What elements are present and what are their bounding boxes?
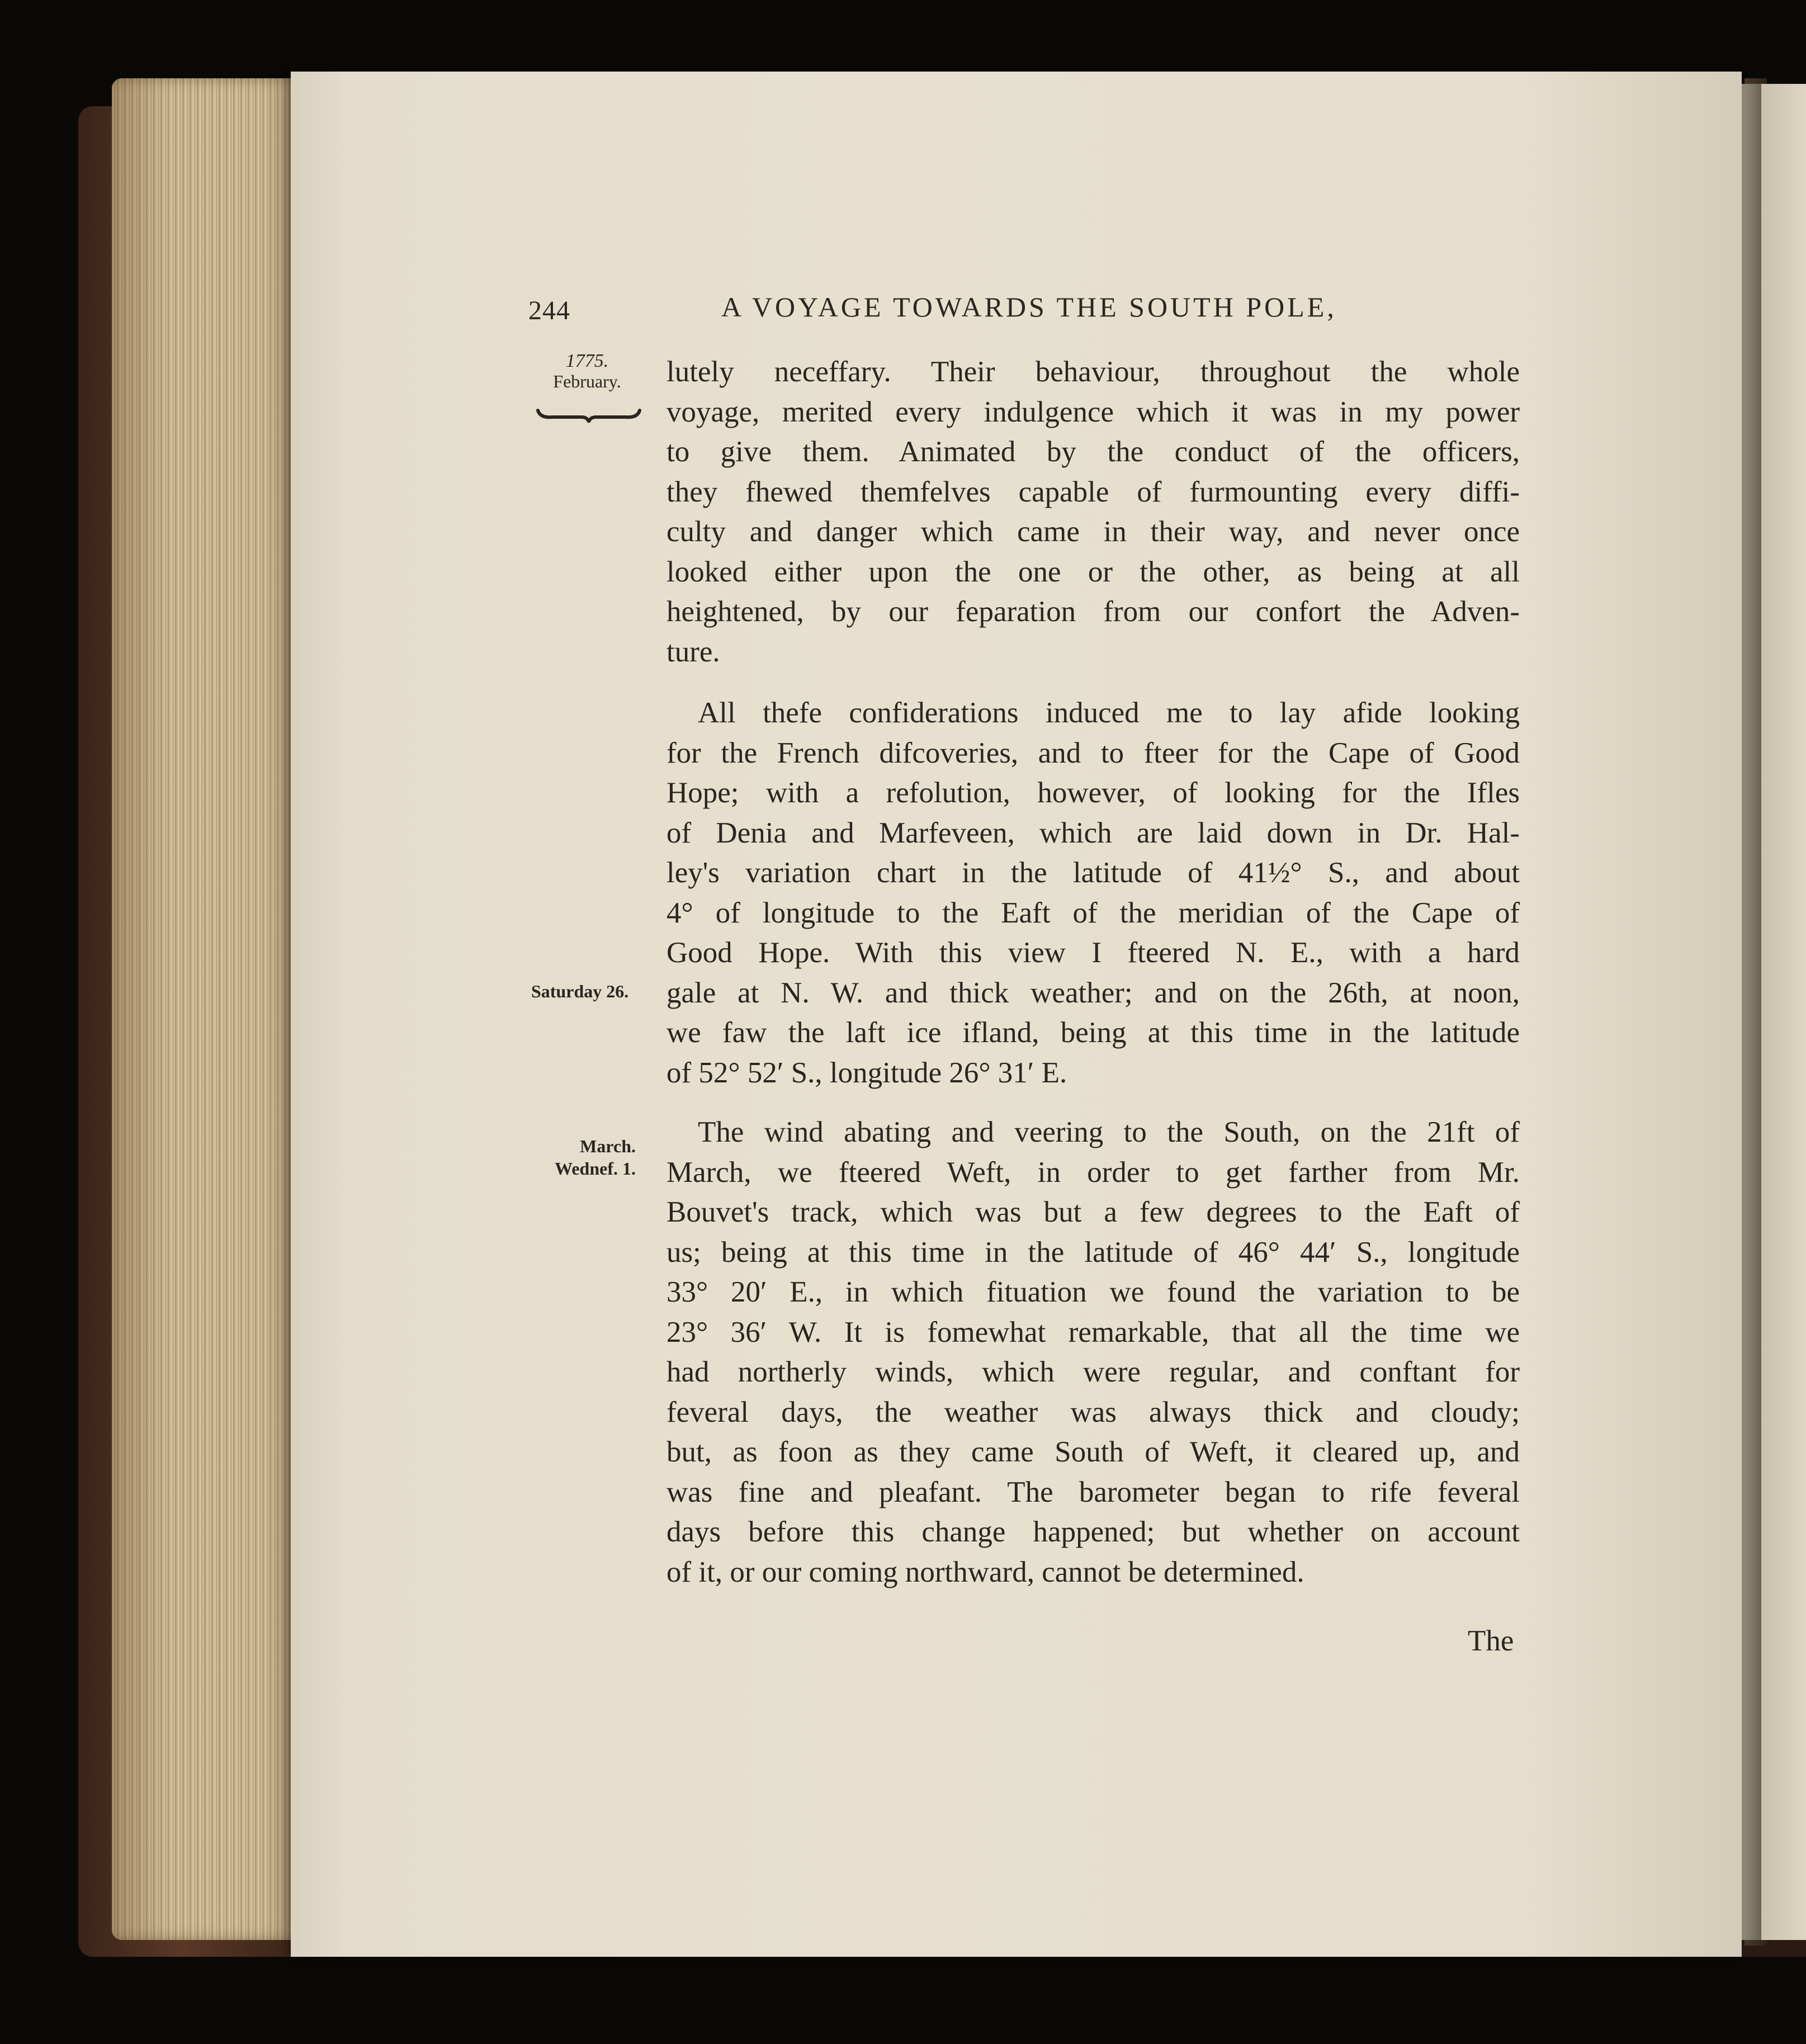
running-head: A VOYAGE TOWARDS THE SOUTH POLE, <box>721 291 1337 323</box>
brace-ornament <box>536 408 642 423</box>
text-line: ture. <box>666 635 720 668</box>
text-line: days before this change happened; but whether on account <box>666 1516 1520 1548</box>
text-line: but, as foon as they came South of Weft, it cleared up, and <box>666 1436 1520 1468</box>
text-line: feveral days, the weather was always thick and cloudy; <box>666 1395 1520 1428</box>
text-line: March, we fteered Weft, in order to get farther from Mr. <box>666 1156 1520 1189</box>
text-line: for the French difcoveries, and to fteer for the Cape of Good <box>666 736 1520 769</box>
text-line: heightened, by our feparation from our confort the Adven- <box>666 595 1520 628</box>
text-line: they fhewed themfelves capable of furmounting every diffi- <box>666 475 1520 508</box>
margin-note-date <box>545 351 629 391</box>
text-line: looked either upon the one or the other, as being at all <box>666 555 1520 588</box>
text-line: All thefe confiderations induced me to lay afide looking <box>698 697 1520 729</box>
margin-note-march <box>532 1135 636 1180</box>
text-line: 33° 20′ E., in which fituation we found the variation to be <box>666 1276 1520 1308</box>
paragraph-1 <box>666 352 1520 672</box>
text-line: of Denia and Marfeveen, which are laid down in Dr. Hal- <box>666 816 1520 849</box>
facing-page-edge <box>1761 84 1806 1940</box>
text-line: was fine and pleafant. The barometer began to rife feveral <box>666 1475 1520 1508</box>
text-line: to give them. Animated by the conduct of the officers, <box>666 436 1520 468</box>
text-line: we faw the laft ice ifland, being at this time in the latitude <box>666 1016 1520 1049</box>
text-line: had northerly winds, which were regular, and conftant for <box>666 1356 1520 1388</box>
text-line: ley's variation chart in the latitude of 41½° S., and about <box>666 857 1520 889</box>
text-line: of 52° 52′ S., longitude 26° 31′ E. <box>666 1056 1067 1089</box>
text-line: 23° 36′ W. It is fomewhat remarkable, that all the time we <box>666 1316 1520 1349</box>
text-line: 4° of longitude to the Eaft of the meridian of the Cape of <box>666 896 1520 929</box>
text-line: of it, or our coming northward, cannot be determined. <box>666 1555 1304 1588</box>
page-header <box>528 291 1524 335</box>
text-line: us; being at this time in the latitude of 46° 44′ S., longitude <box>666 1236 1520 1269</box>
text-line: Good Hope. With this view I fteered N. E., with a hard <box>666 936 1520 969</box>
page-number: 244 <box>528 296 570 325</box>
text-line: culty and danger which came in their way, and never once <box>666 515 1520 548</box>
text-line: gale at N. W. and thick weather; and on the 26th, at noon, <box>666 976 1520 1009</box>
page-block-edges <box>112 78 302 1940</box>
text-line: voyage, merited every indulgence which it was in my power <box>666 395 1520 428</box>
text-line: Hope; with a refolution, however, of looking for the Ifles <box>666 777 1520 809</box>
catchword: The <box>1468 1625 1514 1657</box>
text-line: The wind abating and veering to the South, on the 21ft of <box>698 1116 1520 1148</box>
text-line: lutely neceffary. Their behaviour, throughout the whole <box>666 356 1520 388</box>
paragraph-2 <box>666 693 1520 1093</box>
margin-year: 1775. <box>565 351 609 371</box>
margin-month: February. <box>553 371 621 391</box>
margin-march-day: Wednef. 1. <box>555 1158 636 1179</box>
margin-note-saturday: Saturday 26. <box>531 981 629 1001</box>
margin-march-month: March. <box>580 1136 636 1156</box>
text-line: Bouvet's track, which was but a few degrees to the Eaft of <box>666 1196 1520 1228</box>
paragraph-3 <box>666 1113 1520 1592</box>
